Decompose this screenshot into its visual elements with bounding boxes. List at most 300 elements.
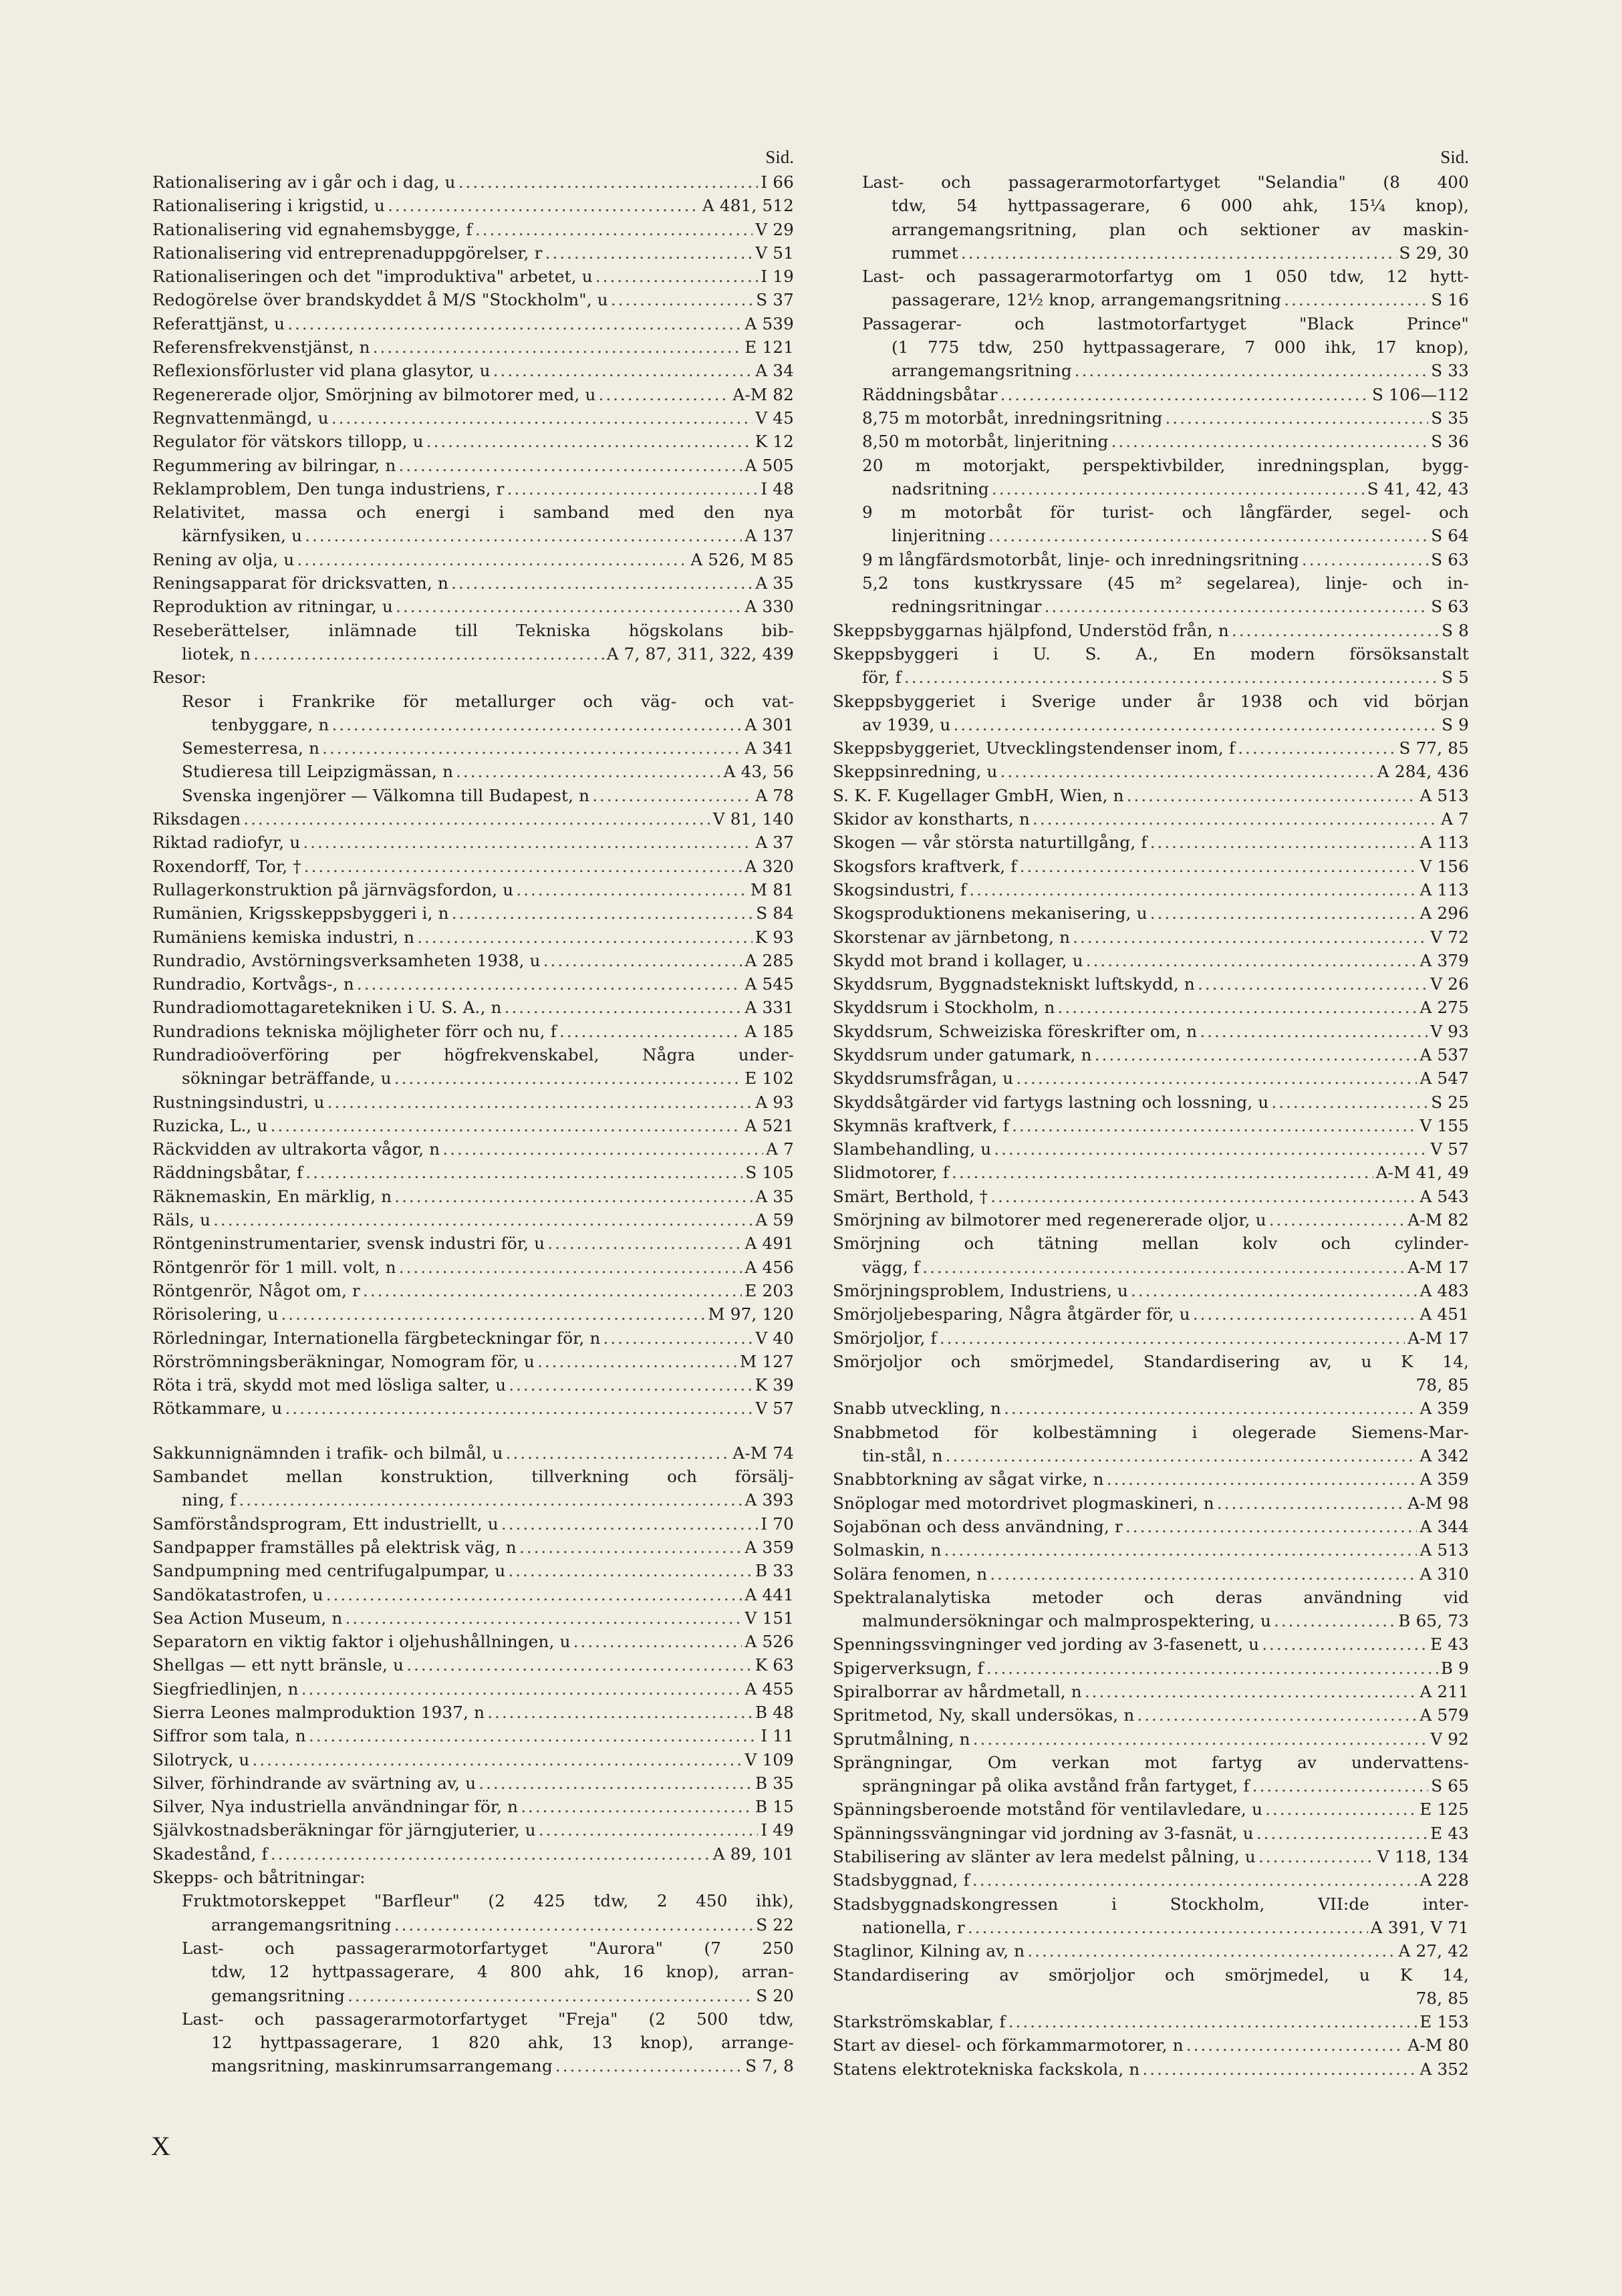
leader-dots [1131, 1279, 1417, 1302]
entry-page-ref: S 29, 30 [1399, 243, 1469, 263]
leader-dots [1232, 619, 1439, 642]
index-entry [152, 548, 794, 571]
entry-text: Siffror som tala, n [152, 1726, 306, 1746]
entry-page-ref: A 491 [745, 1234, 794, 1254]
entry-page-ref: A 310 [1420, 1564, 1469, 1584]
index-entry [152, 288, 794, 311]
entry-text: Skogsproduktionens mekanisering, u [833, 903, 1147, 923]
entry-text: tenbyggare, n [211, 714, 329, 734]
entry-text: Last- och passagerarmotorfartyget "Selandia" (8 400 [862, 172, 1469, 192]
entry-page-ref: A 331 [745, 998, 794, 1018]
entry-page-ref: E 43 [1430, 1634, 1469, 1655]
entry-line [833, 1137, 1469, 1161]
entry-text: Sambandet mellan konstruktion, tillverkning och försälj- [152, 1467, 794, 1487]
entry-line [152, 1748, 794, 1771]
entry-line [833, 194, 1469, 217]
entry-line [152, 1256, 794, 1279]
entry-text: arrangemangsritning [892, 361, 1072, 381]
leader-dots [1033, 807, 1438, 831]
entry-page-ref: 78, 85 [1415, 1988, 1469, 2008]
entry-line [152, 1137, 794, 1161]
entry-text: Siegfriedlinjen, n [152, 1679, 299, 1699]
entry-line [152, 642, 794, 666]
entry-page-ref: A-M 82 [1407, 1210, 1469, 1230]
entry-text: Smörjoljebesparing, Några åtgärder för, u [833, 1304, 1190, 1324]
leader-dots [287, 312, 742, 335]
entry-line [833, 1043, 1469, 1066]
entry-page-ref: A 59 [755, 1210, 794, 1230]
entry-text: sökningar beträffande, u [182, 1068, 392, 1089]
entry-text: 5,2 tons kustkryssare (45 m² segelarea), linje- och in- [862, 573, 1469, 593]
entry-line [833, 312, 1469, 335]
entry-text: Rötkammare, u [152, 1399, 283, 1419]
leader-dots [946, 1444, 1417, 1467]
entry-text: Studieresa till Leipzigmässan, n [182, 762, 454, 782]
index-entry [152, 430, 794, 453]
entry-line [152, 1161, 794, 1184]
entry-page-ref: A 185 [745, 1021, 794, 1041]
index-entry [152, 1630, 794, 1653]
entry-page-ref: A 451 [1420, 1304, 1469, 1324]
entry-line [833, 241, 1469, 265]
index-entry [152, 784, 794, 807]
entry-page-ref: S 25 [1431, 1092, 1469, 1112]
leader-dots [456, 760, 720, 783]
entry-line [833, 1751, 1469, 1774]
index-entry [833, 619, 1469, 642]
index-entry [833, 1043, 1469, 1066]
entry-page-ref: A 35 [755, 1186, 794, 1206]
leader-dots [545, 241, 753, 265]
leader-dots [388, 194, 700, 217]
entry-text: nadsritning [892, 478, 989, 498]
entry-text: Räckvidden av ultrakorta vågor, n [152, 1139, 440, 1159]
entry-text: Start av diesel- och förkammarmotorer, n [833, 2035, 1184, 2055]
entry-text: Sandökatastrofen, u [152, 1584, 323, 1604]
index-entry [833, 1798, 1469, 1821]
entry-line [152, 524, 794, 547]
entry-line [833, 548, 1469, 571]
entry-page-ref: A 301 [745, 714, 794, 734]
leader-dots [547, 1232, 742, 1255]
entry-line [833, 949, 1469, 972]
leader-dots [952, 1161, 1373, 1184]
entry-line [833, 901, 1469, 925]
entry-text: rummet [892, 243, 958, 263]
entry-page-ref: A 7 [766, 1139, 794, 1159]
entry-line [152, 1326, 794, 1350]
index-entry [152, 807, 794, 831]
index-entry [152, 736, 794, 760]
entry-line [152, 855, 794, 878]
entry-page-ref: A-M 82 [732, 384, 794, 404]
entry-text: Rationalisering i krigstid, u [152, 196, 386, 216]
entry-page-ref: V 156 [1420, 856, 1469, 876]
index-entry [152, 1137, 794, 1161]
leader-dots [297, 548, 688, 571]
leader-dots [1000, 760, 1375, 783]
entry-page-ref: S 63 [1431, 597, 1469, 617]
leader-dots [327, 1091, 753, 1114]
index-entry [152, 1208, 794, 1232]
entry-text: Last- och passagerarmotorfartyget "Aurora" (7 250 [182, 1938, 794, 1958]
entry-text: Silver, Nya industriella användningar för, n [152, 1797, 519, 1817]
entry-line [833, 1350, 1469, 1373]
entry-page-ref: S 9 [1442, 714, 1469, 734]
entry-text: Solmaskin, n [833, 1540, 942, 1560]
leader-dots [1165, 406, 1428, 430]
leader-dots [363, 1279, 742, 1302]
entry-line [833, 972, 1469, 996]
entry-text: Shellgas — ett nytt bränsle, u [152, 1655, 404, 1675]
entry-text: Stabilisering av slänter av lera medelst pålning, u [833, 1847, 1256, 1867]
entry-line [833, 1939, 1469, 1963]
entry-text: Rationaliseringen och det "improduktiva" arbetet, u [152, 267, 593, 287]
leader-dots [301, 1677, 742, 1701]
entry-page-ref: S 33 [1431, 361, 1469, 381]
entry-text: 12 hyttpassagerare, 1 820 ahk, 13 knop), arrange- [211, 2033, 794, 2053]
leader-dots [1252, 1774, 1428, 1798]
entry-page-ref: I 48 [761, 478, 794, 498]
index-entry [833, 831, 1469, 854]
entry-line [152, 1465, 794, 1488]
entry-text: Sojabönan och dess användning, r [833, 1516, 1123, 1536]
entry-line [152, 335, 794, 359]
leader-dots [969, 878, 1417, 901]
entry-line [152, 1701, 794, 1724]
leader-dots [1262, 1632, 1428, 1656]
index-entry [152, 1842, 794, 1866]
entry-text: Sea Action Museum, n [152, 1608, 343, 1628]
leader-dots [252, 1748, 742, 1771]
entry-text: Sandpapper framställes på elektrisk väg, n [152, 1537, 517, 1557]
index-entry [152, 170, 794, 194]
entry-page-ref: V 57 [1430, 1139, 1469, 1159]
entry-page-ref: V 57 [755, 1399, 794, 1419]
index-entry [152, 1701, 794, 1724]
leader-dots [994, 1137, 1428, 1161]
entry-page-ref: K 63 [755, 1655, 794, 1675]
leader-dots [1107, 1467, 1417, 1491]
index-entry [152, 760, 794, 783]
entry-line [833, 1515, 1469, 1538]
leader-dots [309, 1724, 758, 1747]
entry-line [152, 1724, 794, 1747]
entry-page-ref: A 89, 101 [712, 1844, 794, 1864]
entry-line [833, 1868, 1469, 1892]
entry-page-ref: V 26 [1430, 974, 1469, 994]
entry-page-ref: A 579 [1420, 1705, 1469, 1725]
entry-line [152, 1936, 794, 1960]
entry-line [833, 1326, 1469, 1350]
entry-line [152, 2031, 794, 2054]
index-entry [152, 1559, 794, 1582]
leader-dots [373, 335, 742, 359]
entry-line [152, 1373, 794, 1397]
leader-dots [543, 949, 742, 972]
entry-page-ref: A 391, V 71 [1370, 1917, 1469, 1937]
entry-line [833, 1020, 1469, 1043]
entry-page-ref: A 539 [745, 313, 794, 333]
leader-dots [452, 901, 754, 925]
entry-page-ref: A 113 [1420, 879, 1469, 899]
entry-line [833, 383, 1469, 406]
entry-text: Reningsapparat för dricksvatten, n [152, 573, 449, 593]
entry-page-ref: A-M 98 [1407, 1493, 1469, 1513]
index-entry [833, 855, 1469, 878]
entry-line [833, 1397, 1469, 1420]
leader-dots [1142, 2057, 1417, 2081]
index-entry [152, 972, 794, 996]
entry-text: 20 m motorjakt, perspektivbilder, inredningsplan, bygg- [862, 455, 1469, 475]
entry-line [152, 1889, 794, 1912]
index-entry [833, 406, 1469, 430]
entry-text: Stadsbyggnadskongressen i Stockholm, VII:de inter- [833, 1894, 1469, 1914]
entry-line [833, 996, 1469, 1019]
entry-line [833, 1727, 1469, 1751]
entry-page-ref: A 296 [1420, 903, 1469, 923]
entry-text: Skogsindustri, f [833, 879, 967, 899]
entry-line [152, 1441, 794, 1465]
leader-dots [451, 571, 753, 595]
entry-page-ref: V 92 [1430, 1729, 1469, 1749]
sid-label-right: Sid. [1440, 147, 1469, 167]
entry-line [152, 288, 794, 311]
entry-line [152, 1653, 794, 1677]
entry-line [152, 1960, 794, 1983]
entry-text: Skyddsrum under gatumark, n [833, 1044, 1092, 1064]
index-entry [833, 1491, 1469, 1515]
section-gap [152, 1421, 794, 1441]
leader-dots [357, 972, 742, 996]
leader-dots [1086, 949, 1417, 972]
entry-text: Spänningsberoende motstånd för ventilavledare, u [833, 1800, 1263, 1820]
entry-line [833, 1609, 1469, 1632]
entry-text: Skyddsrum i Stockholm, n [833, 998, 1055, 1018]
entry-text: Regenererade oljor, Smörjning av bilmotorer med, u [152, 384, 596, 404]
entry-text: Spiralborrar av hårdmetall, n [833, 1682, 1082, 1701]
index-column-left [152, 144, 794, 2078]
entry-line [152, 1795, 794, 1818]
index-entry [833, 878, 1469, 901]
entry-line [152, 1232, 794, 1255]
entry-text: Räddningsbåtar [862, 384, 998, 404]
index-entry [152, 194, 794, 217]
entry-text: Rening av olja, u [152, 549, 295, 569]
index-entry [152, 925, 794, 949]
entry-line [152, 1350, 794, 1373]
index-entry [833, 1137, 1469, 1161]
leader-dots [1012, 1114, 1417, 1137]
index-list-left [152, 170, 794, 2078]
index-entry [152, 901, 794, 925]
entry-page-ref: A 359 [1420, 1469, 1469, 1489]
entry-text: Regummering av bilringar, n [152, 455, 396, 475]
page-number: X [151, 2131, 170, 2161]
entry-text: Rumänien, Krigsskeppsbyggeri i, n [152, 903, 449, 923]
leader-dots [271, 1114, 742, 1137]
entry-text: Skyddsrumsfrågan, u [833, 1068, 1014, 1089]
entry-text: Solära fenomen, n [833, 1564, 988, 1584]
index-entry [833, 1397, 1469, 1420]
entry-text: Skogen — vår största naturtillgång, f [833, 833, 1147, 853]
entry-line [833, 1444, 1469, 1467]
entry-line [152, 1066, 794, 1090]
entry-page-ref: V 93 [1430, 1021, 1469, 1041]
entry-page-ref: M 81 [750, 879, 794, 899]
entry-page-ref: A 137 [745, 526, 794, 546]
entry-page-ref: E 203 [745, 1280, 794, 1300]
index-entry [833, 972, 1469, 996]
leader-dots [595, 265, 759, 288]
index-entry [833, 1066, 1469, 1090]
entry-page-ref: A 78 [755, 785, 794, 805]
entry-page-ref: A 547 [1420, 1068, 1469, 1089]
index-entry [152, 1161, 794, 1184]
entry-text: Smärt, Berthold, † [833, 1186, 988, 1206]
entry-line [152, 1185, 794, 1208]
index-entry [152, 1185, 794, 1208]
entry-text: Rörströmningsberäkningar, Nomogram för, u [152, 1351, 535, 1371]
entry-line [833, 1161, 1469, 1184]
entry-line [152, 972, 794, 996]
leader-dots [990, 1185, 1417, 1208]
index-entry [833, 690, 1469, 737]
leader-dots [326, 1583, 742, 1606]
entry-page-ref: A 393 [745, 1490, 794, 1510]
entry-page-ref: S 20 [756, 1985, 794, 2005]
entry-line [152, 1397, 794, 1420]
entry-text: Spänningssvängningar vid jordning av 3-fasnät, u [833, 1823, 1254, 1843]
entry-line [833, 666, 1469, 689]
leader-dots [1000, 383, 1369, 406]
entry-text: passagerare, 12½ knop, arrangemangsritning [892, 290, 1282, 310]
entry-text: 8,75 m motorbåt, inredningsritning [862, 408, 1163, 428]
index-entry [833, 1114, 1469, 1137]
entry-page-ref: E 125 [1420, 1800, 1469, 1820]
index-subheading: Resor: [152, 668, 207, 688]
entry-page-ref: A 34 [755, 361, 794, 381]
index-entry [152, 1350, 794, 1373]
index-entry [152, 1795, 794, 1818]
entry-page-ref: V 109 [745, 1749, 794, 1769]
leader-dots [508, 1559, 753, 1582]
index-entry [152, 1441, 794, 1465]
index-entry [833, 901, 1469, 925]
entry-line [152, 383, 794, 406]
entry-page-ref: B 15 [755, 1797, 794, 1817]
index-entry [152, 359, 794, 382]
index-entry [152, 1256, 794, 1279]
entry-page-ref: A 7, 87, 311, 322, 439 [606, 643, 794, 664]
leader-dots [509, 1373, 752, 1397]
index-list-right [833, 170, 1469, 2081]
entry-line [152, 878, 794, 901]
entry-line [152, 1114, 794, 1137]
entry-line [833, 1703, 1469, 1727]
leader-dots [1027, 1939, 1395, 1963]
entry-page-ref: A 483 [1420, 1280, 1469, 1300]
entry-line [833, 500, 1469, 524]
entry-line [833, 713, 1469, 736]
entry-page-ref: I 19 [761, 267, 794, 287]
entry-line [833, 1632, 1469, 1656]
entry-page-ref: A 455 [745, 1679, 794, 1699]
entry-line [833, 477, 1469, 500]
index-entry [833, 1302, 1469, 1326]
leader-dots [592, 784, 753, 807]
entry-page-ref: A 379 [1420, 950, 1469, 970]
entry-page-ref: S 5 [1442, 668, 1469, 688]
leader-dots [611, 288, 753, 311]
entry-line [833, 925, 1469, 949]
entry-page-ref: S 65 [1431, 1776, 1469, 1796]
index-entry [152, 2007, 794, 2078]
index-entry [152, 406, 794, 430]
leader-dots [1200, 1020, 1428, 1043]
entry-line [152, 1488, 794, 1512]
entry-page-ref: A 543 [1420, 1186, 1469, 1206]
entry-text: Räddningsbåtar, f [152, 1163, 303, 1183]
index-entry [833, 925, 1469, 949]
index-entry [833, 784, 1469, 807]
index-entry [833, 1515, 1469, 1538]
entry-line [833, 1586, 1469, 1609]
entry-text: liotek, n [182, 643, 251, 664]
entry-line [152, 1913, 794, 1936]
entry-page-ref: S 7, 8 [745, 2056, 794, 2076]
entry-text: gemangsritning [211, 1985, 346, 2005]
entry-line [152, 619, 794, 642]
entry-line [833, 1774, 1469, 1798]
index-entry [152, 1091, 794, 1114]
entry-page-ref: A 526 [745, 1632, 794, 1652]
index-entry [152, 1232, 794, 1255]
entry-text: Rationalisering vid egnahemsbygge, f [152, 219, 472, 239]
leader-dots [904, 666, 1439, 689]
entry-page-ref: S 16 [1431, 290, 1469, 310]
entry-page-ref: B 65, 73 [1398, 1611, 1469, 1631]
leader-dots [331, 713, 742, 736]
index-entry [833, 1868, 1469, 1892]
entry-page-ref: A 37 [755, 833, 794, 853]
entry-line [152, 736, 794, 760]
entry-line [152, 996, 794, 1019]
entry-line [833, 1562, 1469, 1586]
entry-page-ref: 78, 85 [1415, 1375, 1469, 1395]
entry-text: Redogörelse över brandskyddet å M/S "Stockholm", u [152, 290, 608, 310]
leader-dots [1111, 430, 1429, 453]
leader-dots [239, 1488, 742, 1512]
index-entry [833, 1185, 1469, 1208]
leader-dots [922, 1256, 1405, 1279]
entry-text: Sprutmålning, n [833, 1729, 970, 1749]
entry-text: Separatorn en viktig faktor i oljehushållningen, u [152, 1632, 571, 1652]
entry-text: Skorstenar av järnbetong, n [833, 927, 1071, 947]
entry-line [833, 571, 1469, 595]
entry-line [833, 1845, 1469, 1868]
entry-line [833, 406, 1469, 430]
entry-text: (1 775 tdw, 250 hyttpassagerare, 7 000 ihk, 17 knop), [892, 337, 1469, 357]
entry-line [152, 949, 794, 972]
leader-dots [394, 1185, 753, 1208]
index-entry [833, 1421, 1469, 1468]
index-entry [152, 500, 794, 548]
entry-text: Referensfrekvenstjänst, n [152, 337, 370, 357]
index-entry [152, 855, 794, 878]
entry-line [833, 524, 1469, 547]
entry-text: Skogsfors kraftverk, f [833, 856, 1017, 876]
